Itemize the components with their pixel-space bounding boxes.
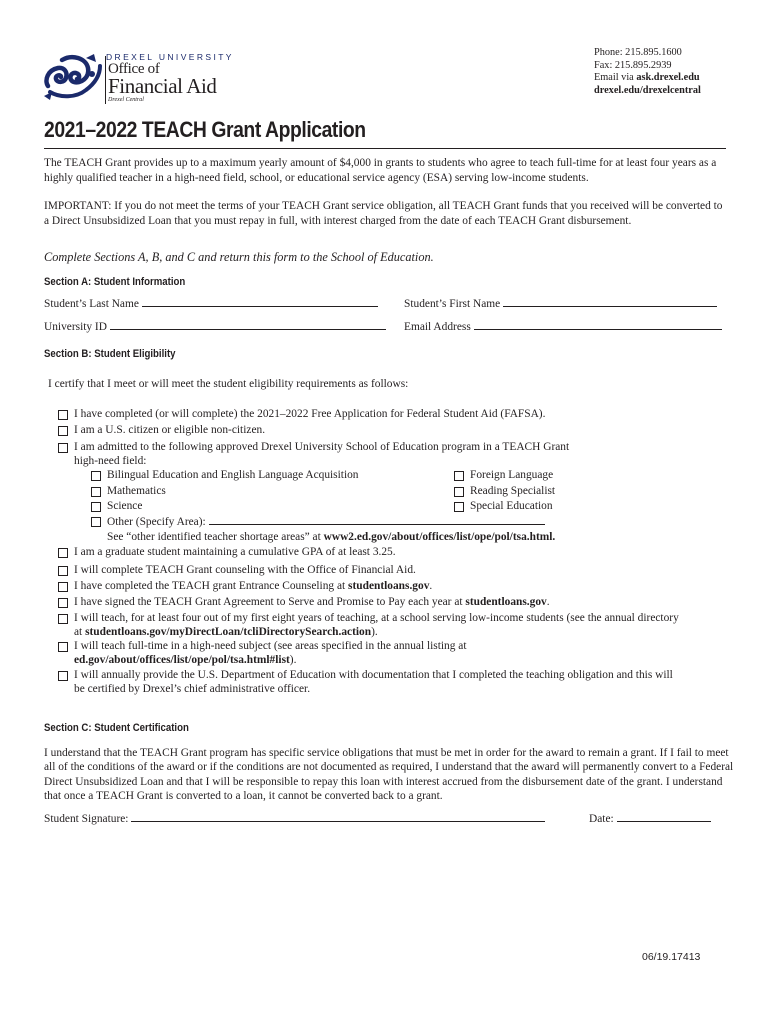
website[interactable] bbox=[594, 85, 701, 98]
admitted-checkbox[interactable] bbox=[58, 443, 68, 453]
science-checkbox[interactable] bbox=[91, 502, 101, 512]
agreement-link[interactable]: studentloans.gov bbox=[465, 596, 547, 608]
email-field[interactable] bbox=[404, 320, 722, 333]
fafsa-checkbox[interactable] bbox=[58, 410, 68, 420]
low-income-teach-checkbox[interactable] bbox=[58, 614, 68, 624]
tsa-list-link[interactable]: ed.gov/about/offices/list/ope/pol/tsa.html#list bbox=[74, 654, 290, 666]
entrance-link[interactable]: studentloans.gov bbox=[348, 580, 430, 592]
low-income-teach-label: I will teach, for at least four out of my first eight years of teaching, at a school serving low-income students (see the annual directory bbox=[74, 612, 679, 624]
contact-block bbox=[594, 47, 701, 97]
title-divider bbox=[44, 148, 726, 149]
special-education-label: Special Education bbox=[470, 500, 553, 512]
date-field[interactable] bbox=[589, 812, 711, 825]
agreement-label bbox=[74, 596, 550, 610]
logo-divider bbox=[105, 56, 106, 104]
other-area-field[interactable] bbox=[107, 515, 545, 530]
high-need-subject-label: I will teach full-time in a high-need subject (see areas specified in the annual listing at bbox=[74, 640, 467, 652]
document-number: 06/19.17413 bbox=[642, 951, 701, 963]
bilingual-label: Bilingual Education and English Language Acquisition bbox=[107, 469, 359, 481]
certify-text: I certify that I meet or will meet the student eligibility requirements as follows: bbox=[48, 378, 409, 390]
date-label: Date: bbox=[589, 813, 614, 825]
signature-label: Student Signature: bbox=[44, 813, 129, 825]
reading-specialist-checkbox[interactable] bbox=[454, 487, 464, 497]
gpa-label: I am a graduate student maintaining a cumulative GPA of at least 3.25. bbox=[74, 546, 396, 558]
shortage-areas-link[interactable]: www2.ed.gov/about/offices/list/ope/pol/tsa.html. bbox=[323, 531, 556, 543]
email-prefix: Email via bbox=[594, 72, 637, 84]
agreement-prefix: I have signed the TEACH Grant Agreement to Serve and Promise to Pay each year at bbox=[74, 596, 466, 608]
university-id-label: University ID bbox=[44, 321, 107, 333]
directory-prefix: at bbox=[74, 626, 86, 638]
email-line bbox=[594, 72, 701, 85]
citizen-label: I am a U.S. citizen or eligible non-citizen. bbox=[74, 424, 266, 436]
signature-input[interactable] bbox=[131, 812, 545, 822]
university-id-field[interactable] bbox=[44, 320, 386, 333]
science-label: Science bbox=[107, 500, 143, 512]
instruction-text: Complete Sections A, B, and C and return this form to the School of Education. bbox=[44, 250, 434, 264]
shortage-areas-note bbox=[107, 531, 555, 545]
entrance-prefix: I have completed the TEACH grant Entrance Counseling at bbox=[74, 580, 349, 592]
directory-link[interactable]: studentloans.gov/myDirectLoan/tcliDirectorySearch.action bbox=[85, 626, 372, 638]
entrance-counseling-checkbox[interactable] bbox=[58, 582, 68, 592]
agreement-checkbox[interactable] bbox=[58, 598, 68, 608]
certification-paragraph: I understand that the TEACH Grant program has specific service obligations that must be met in order for the award to remain a grant. If I fail to meet all of the conditions of the award or if the conditions are not documented as required, I understand that the award will permanently convert to a Federal Direct Unsubsidized Loan and that I will be responsible to repay this loan with interest accrued from the disbursement date of the grant. I understand that once a TEACH Grant is converted to a loan, it cannot be converted back to a grant. bbox=[44, 747, 734, 803]
office-of-label: Office of bbox=[108, 61, 160, 77]
admitted-label: I am admitted to the following approved Drexel University School of Education program in a TEACH Grant bbox=[74, 441, 570, 453]
important-paragraph: IMPORTANT: If you do not meet the terms of your TEACH Grant service obligation, all TEACH Grant funds that you received will be converted to a Direct Unsubsidized Loan that you must repay in full, with interest charged from the date of each TEACH Grant disbursement. bbox=[44, 200, 723, 227]
drexel-central-label: Drexel Central bbox=[108, 97, 144, 103]
intro-paragraph: The TEACH Grant provides up to a maximum yearly amount of $4,000 in grants to students who agree to teach full-time for at least four years as a highly qualified teacher in a high-need field, school, or educational service agency (ESA) serving low-income students. bbox=[44, 157, 717, 184]
last-name-label: Student’s Last Name bbox=[44, 298, 139, 310]
agreement-suffix: . bbox=[546, 596, 550, 608]
website-link[interactable]: drexel.edu/drexelcentral bbox=[594, 84, 701, 96]
university-id-input[interactable] bbox=[110, 320, 386, 330]
date-input[interactable] bbox=[617, 812, 711, 822]
foreign-language-label: Foreign Language bbox=[470, 469, 554, 481]
fax: Fax: 215.895.2939 bbox=[594, 59, 672, 71]
other-area-input[interactable] bbox=[209, 515, 545, 525]
section-c-heading: Section C: Student Certification bbox=[44, 722, 189, 734]
first-name-input[interactable] bbox=[503, 297, 717, 307]
first-name-label: Student’s First Name bbox=[404, 298, 501, 310]
other-area-label: Other (Specify Area): bbox=[107, 516, 206, 528]
fafsa-label: I have completed (or will complete) the 2021–2022 Free Application for Federal Student Aid (FAFSA). bbox=[74, 408, 546, 420]
entrance-counseling-label bbox=[74, 580, 432, 594]
admitted-label-cont: high-need field: bbox=[74, 455, 147, 467]
documentation-label: I will annually provide the U.S. Department of Education with documentation that I completed the teaching obligation and this will bbox=[74, 669, 673, 681]
documentation-checkbox[interactable] bbox=[58, 671, 68, 681]
counseling-label: I will complete TEACH Grant counseling with the Office of Financial Aid. bbox=[74, 564, 416, 576]
bilingual-checkbox[interactable] bbox=[91, 471, 101, 481]
high-need-subject-label-cont bbox=[74, 654, 296, 668]
counseling-checkbox[interactable] bbox=[58, 566, 68, 576]
email-label: Email Address bbox=[404, 321, 471, 333]
phone: Phone: 215.895.1600 bbox=[594, 47, 682, 58]
foreign-language-checkbox[interactable] bbox=[454, 471, 464, 481]
page-title: 2021–2022 TEACH Grant Application bbox=[44, 117, 366, 142]
documentation-label-cont: be certified by Drexel’s chief administrative officer. bbox=[74, 683, 311, 695]
mathematics-label: Mathematics bbox=[107, 485, 166, 497]
special-education-checkbox[interactable] bbox=[454, 502, 464, 512]
last-name-field[interactable] bbox=[44, 297, 378, 310]
financial-aid-label: Financial Aid bbox=[108, 74, 217, 98]
low-income-teach-label-cont bbox=[74, 626, 378, 640]
mathematics-checkbox[interactable] bbox=[91, 487, 101, 497]
reading-specialist-label: Reading Specialist bbox=[470, 485, 556, 497]
first-name-field[interactable] bbox=[404, 297, 717, 310]
other-area-checkbox[interactable] bbox=[91, 517, 101, 527]
email-link[interactable]: ask.drexel.edu bbox=[636, 72, 700, 84]
tsa-list-suffix: ). bbox=[289, 654, 297, 666]
gpa-checkbox[interactable] bbox=[58, 548, 68, 558]
directory-suffix: ). bbox=[371, 626, 378, 638]
citizen-checkbox[interactable] bbox=[58, 426, 68, 436]
email-input[interactable] bbox=[474, 320, 722, 330]
high-need-subject-checkbox[interactable] bbox=[58, 642, 68, 652]
last-name-input[interactable] bbox=[142, 297, 378, 307]
drexel-dragon-logo-icon bbox=[42, 52, 104, 102]
signature-field[interactable] bbox=[44, 812, 545, 825]
section-a-heading: Section A: Student Information bbox=[44, 276, 186, 288]
entrance-suffix: . bbox=[429, 580, 433, 592]
section-b-heading: Section B: Student Eligibility bbox=[44, 348, 176, 360]
shortage-note-prefix: See “other identified teacher shortage areas” at bbox=[107, 531, 324, 543]
university-name: DREXEL UNIVERSITY bbox=[106, 52, 234, 62]
